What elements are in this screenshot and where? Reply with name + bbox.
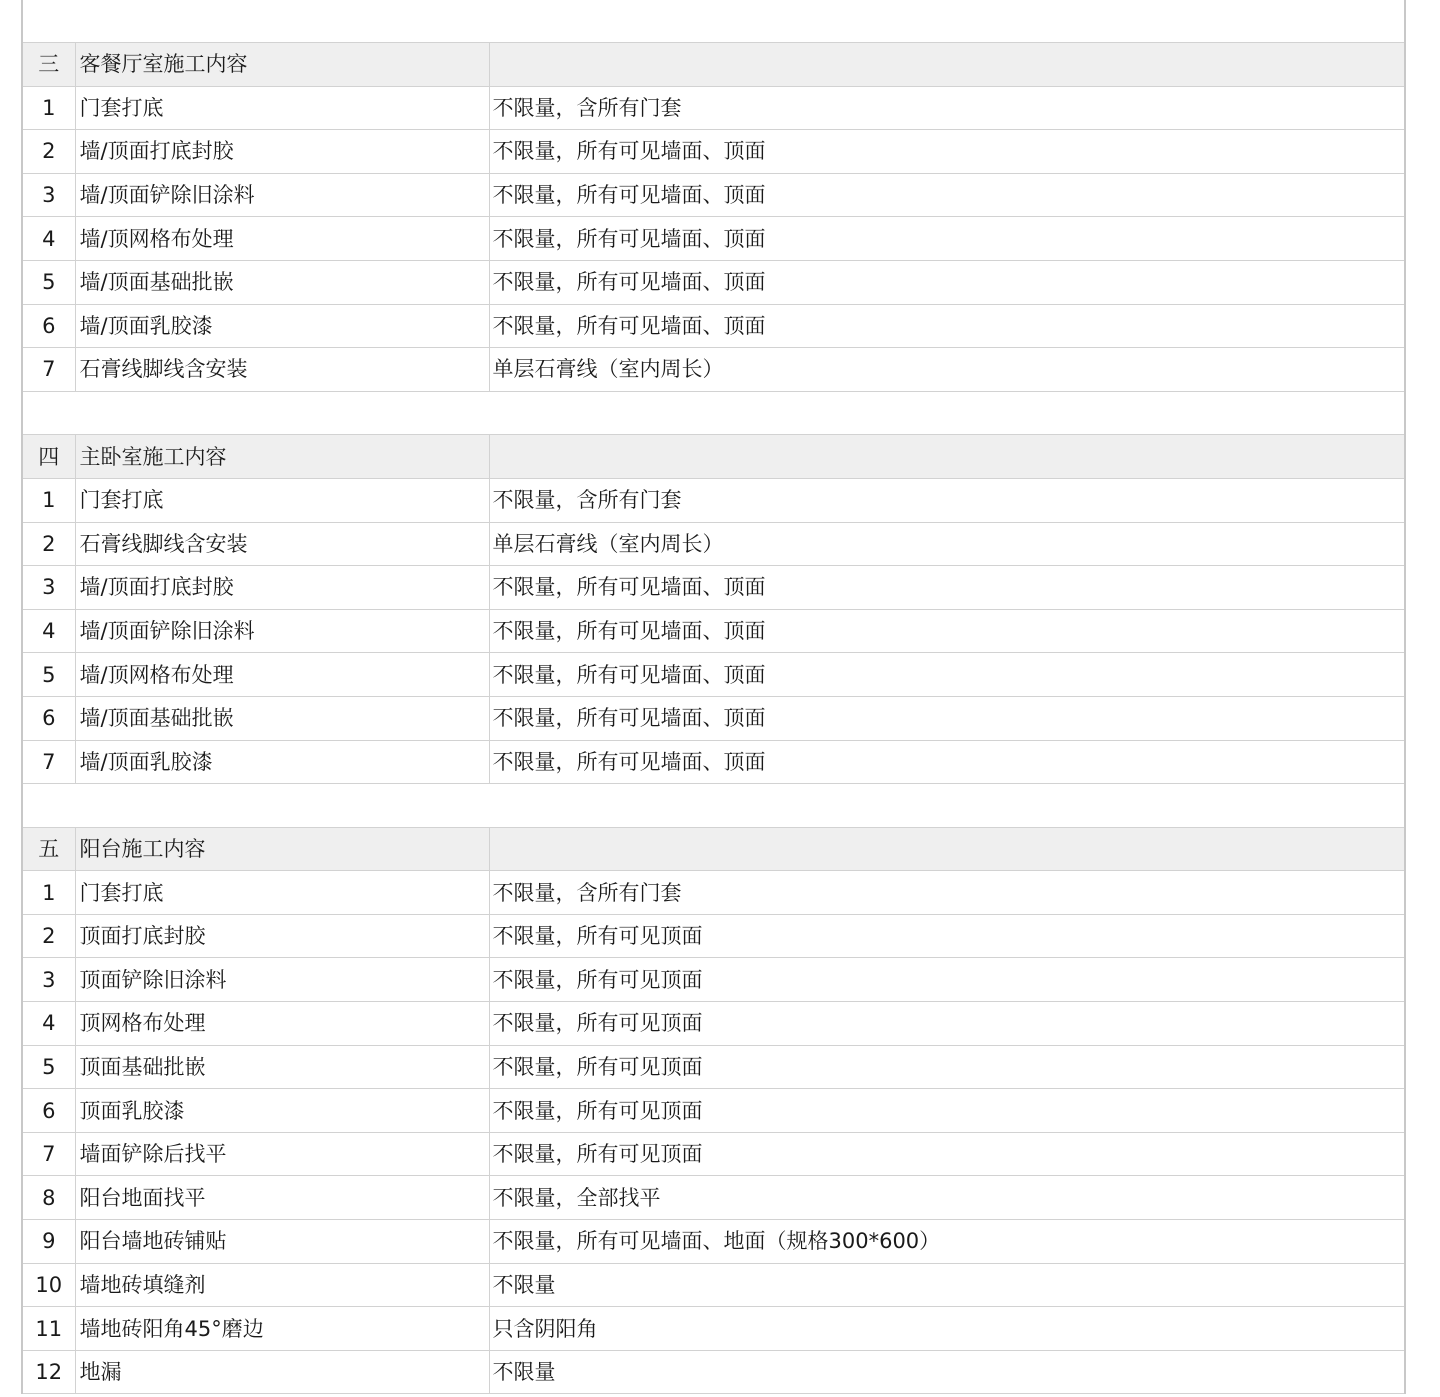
table-row[interactable] — [23, 1263, 1404, 1307]
row-number[interactable]: 6 — [23, 1089, 75, 1133]
spacer-row — [23, 0, 1404, 43]
section-number[interactable]: 三 — [23, 43, 75, 87]
row-number[interactable]: 1 — [23, 871, 75, 915]
row-desc[interactable]: 不限量，所有可见墙面、顶面 — [489, 740, 1404, 784]
row-desc[interactable]: 不限量，所有可见墙面、顶面 — [489, 609, 1404, 653]
row-item[interactable]: 墙面铲除后找平 — [75, 1132, 489, 1176]
row-number[interactable]: 3 — [23, 566, 75, 610]
row-desc[interactable]: 不限量，所有可见墙面、顶面 — [489, 566, 1404, 610]
table-row[interactable] — [23, 609, 1404, 653]
row-number[interactable]: 9 — [23, 1220, 75, 1264]
table-row[interactable] — [23, 1132, 1404, 1176]
table-row[interactable] — [23, 1045, 1404, 1089]
row-number[interactable]: 5 — [23, 653, 75, 697]
table-row[interactable] — [23, 1350, 1404, 1394]
section-desc-cell[interactable] — [489, 435, 1404, 479]
row-item[interactable]: 顶面基础批嵌 — [75, 1045, 489, 1089]
row-number[interactable]: 4 — [23, 217, 75, 261]
row-item[interactable]: 墙/顶网格布处理 — [75, 217, 489, 261]
row-number[interactable]: 8 — [23, 1176, 75, 1220]
table-row[interactable] — [23, 304, 1404, 348]
row-number[interactable]: 5 — [23, 260, 75, 304]
row-number[interactable]: 12 — [23, 1350, 75, 1394]
row-desc[interactable]: 不限量，所有可见墙面、顶面 — [489, 653, 1404, 697]
table-row[interactable] — [23, 871, 1404, 915]
table-row[interactable] — [23, 566, 1404, 610]
row-number[interactable]: 11 — [23, 1307, 75, 1351]
row-number[interactable]: 4 — [23, 609, 75, 653]
spacer-cell — [23, 0, 1404, 43]
row-item[interactable]: 墙/顶面铲除旧涂料 — [75, 609, 489, 653]
row-item[interactable]: 墙/顶面乳胶漆 — [75, 304, 489, 348]
row-desc[interactable]: 不限量，所有可见顶面 — [489, 1045, 1404, 1089]
row-item[interactable]: 石膏线脚线含安装 — [75, 348, 489, 392]
row-number[interactable]: 6 — [23, 304, 75, 348]
row-number[interactable]: 2 — [23, 130, 75, 174]
row-desc[interactable]: 不限量，所有可见顶面 — [489, 958, 1404, 1002]
row-item[interactable]: 门套打底 — [75, 478, 489, 522]
row-desc[interactable]: 不限量，含所有门套 — [489, 86, 1404, 130]
construction-items-table — [23, 0, 1404, 1394]
row-desc[interactable]: 不限量，含所有门套 — [489, 478, 1404, 522]
row-number[interactable]: 1 — [23, 478, 75, 522]
row-desc[interactable]: 不限量，所有可见顶面 — [489, 1089, 1404, 1133]
row-item[interactable]: 墙/顶面铲除旧涂料 — [75, 173, 489, 217]
section-header-row[interactable] — [23, 827, 1404, 871]
row-item[interactable]: 墙/顶面打底封胶 — [75, 566, 489, 610]
row-desc[interactable]: 不限量 — [489, 1263, 1404, 1307]
row-desc[interactable]: 不限量，所有可见墙面、顶面 — [489, 696, 1404, 740]
section-number[interactable]: 四 — [23, 435, 75, 479]
table-row[interactable] — [23, 914, 1404, 958]
row-desc[interactable]: 单层石膏线（室内周长） — [489, 522, 1404, 566]
row-desc[interactable]: 不限量，所有可见墙面、顶面 — [489, 304, 1404, 348]
spacer-row — [23, 784, 1404, 828]
table-row[interactable] — [23, 1176, 1404, 1220]
section-header-row[interactable] — [23, 43, 1404, 87]
table-body — [23, 0, 1404, 1394]
row-desc[interactable]: 单层石膏线（室内周长） — [489, 348, 1404, 392]
row-number[interactable]: 3 — [23, 173, 75, 217]
row-item[interactable]: 墙/顶面基础批嵌 — [75, 696, 489, 740]
row-desc[interactable]: 只含阴阳角 — [489, 1307, 1404, 1351]
section-title[interactable]: 阳台施工内容 — [75, 827, 489, 871]
table-row[interactable] — [23, 1089, 1404, 1133]
row-desc[interactable]: 不限量，所有可见墙面、顶面 — [489, 260, 1404, 304]
table-row[interactable] — [23, 653, 1404, 697]
row-number[interactable]: 5 — [23, 1045, 75, 1089]
row-item[interactable]: 阳台墙地砖铺贴 — [75, 1220, 489, 1264]
row-number[interactable]: 3 — [23, 958, 75, 1002]
row-desc[interactable]: 不限量，所有可见墙面、地面（规格300*600） — [489, 1220, 1404, 1264]
section-number[interactable]: 五 — [23, 827, 75, 871]
row-desc[interactable]: 不限量，所有可见顶面 — [489, 1132, 1404, 1176]
row-number[interactable]: 4 — [23, 1002, 75, 1046]
section-header-row[interactable] — [23, 435, 1404, 479]
row-item[interactable]: 顶面打底封胶 — [75, 914, 489, 958]
section-title[interactable]: 客餐厅室施工内容 — [75, 43, 489, 87]
row-item[interactable]: 石膏线脚线含安装 — [75, 522, 489, 566]
table-row[interactable] — [23, 696, 1404, 740]
table-row[interactable] — [23, 86, 1404, 130]
table-row[interactable] — [23, 348, 1404, 392]
row-number[interactable]: 2 — [23, 914, 75, 958]
row-item[interactable]: 顶面乳胶漆 — [75, 1089, 489, 1133]
table-row[interactable] — [23, 260, 1404, 304]
section-desc-cell[interactable] — [489, 43, 1404, 87]
spacer-cell — [23, 391, 1404, 435]
row-item[interactable]: 门套打底 — [75, 871, 489, 915]
table-row[interactable] — [23, 217, 1404, 261]
row-item[interactable]: 墙地砖填缝剂 — [75, 1263, 489, 1307]
table-row[interactable] — [23, 1220, 1404, 1264]
row-item[interactable]: 门套打底 — [75, 86, 489, 130]
row-number[interactable]: 6 — [23, 696, 75, 740]
section-desc-cell[interactable] — [489, 827, 1404, 871]
row-number[interactable]: 7 — [23, 1132, 75, 1176]
table-row[interactable] — [23, 958, 1404, 1002]
table-row[interactable] — [23, 522, 1404, 566]
spacer-cell — [23, 784, 1404, 828]
table-row[interactable] — [23, 1002, 1404, 1046]
row-number[interactable]: 10 — [23, 1263, 75, 1307]
row-item[interactable]: 墙地砖阳角45°磨边 — [75, 1307, 489, 1351]
row-item[interactable]: 墙/顶网格布处理 — [75, 653, 489, 697]
table-row[interactable] — [23, 740, 1404, 784]
row-item[interactable]: 墙/顶面打底封胶 — [75, 130, 489, 174]
row-item[interactable]: 顶面铲除旧涂料 — [75, 958, 489, 1002]
row-number[interactable]: 7 — [23, 348, 75, 392]
row-desc[interactable]: 不限量，所有可见墙面、顶面 — [489, 173, 1404, 217]
row-desc[interactable]: 不限量，所有可见墙面、顶面 — [489, 130, 1404, 174]
row-desc[interactable]: 不限量，所有可见顶面 — [489, 1002, 1404, 1046]
row-item[interactable]: 墙/顶面基础批嵌 — [75, 260, 489, 304]
row-number[interactable]: 1 — [23, 86, 75, 130]
table-row[interactable] — [23, 1307, 1404, 1351]
spacer-row — [23, 391, 1404, 435]
section-title[interactable]: 主卧室施工内容 — [75, 435, 489, 479]
row-number[interactable]: 7 — [23, 740, 75, 784]
row-desc[interactable]: 不限量 — [489, 1350, 1404, 1394]
row-desc[interactable]: 不限量，含所有门套 — [489, 871, 1404, 915]
row-desc[interactable]: 不限量，所有可见墙面、顶面 — [489, 217, 1404, 261]
row-desc[interactable]: 不限量，全部找平 — [489, 1176, 1404, 1220]
row-desc[interactable]: 不限量，所有可见顶面 — [489, 914, 1404, 958]
row-number[interactable]: 2 — [23, 522, 75, 566]
row-item[interactable]: 顶网格布处理 — [75, 1002, 489, 1046]
row-item[interactable]: 阳台地面找平 — [75, 1176, 489, 1220]
table-row[interactable] — [23, 130, 1404, 174]
table-row[interactable] — [23, 173, 1404, 217]
table-row[interactable] — [23, 478, 1404, 522]
row-item[interactable]: 地漏 — [75, 1350, 489, 1394]
row-item[interactable]: 墙/顶面乳胶漆 — [75, 740, 489, 784]
spreadsheet-table — [21, 0, 1406, 1394]
